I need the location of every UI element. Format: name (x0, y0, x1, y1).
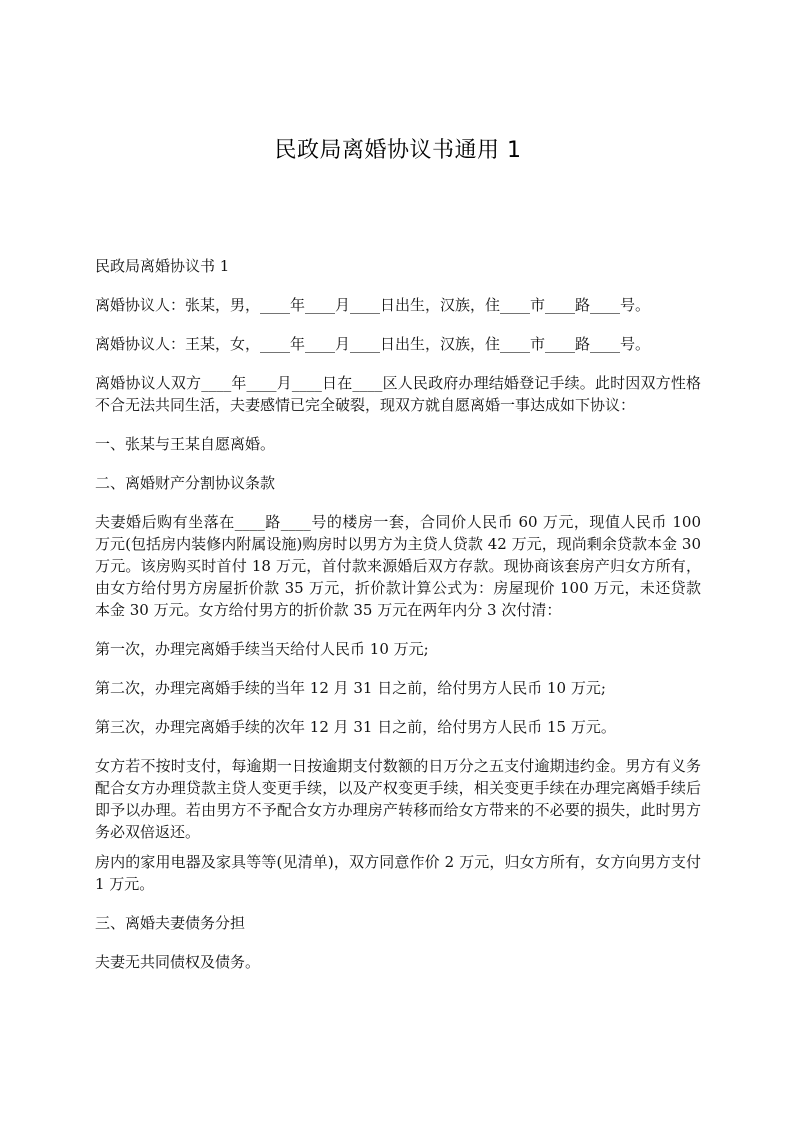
document-title: 民政局离婚协议书通用 1 (274, 138, 522, 163)
clause-one-heading: 一、张某与王某自愿离婚。 (95, 435, 276, 453)
payment-two-paragraph: 第二次，办理完离婚手续的当年 12 月 31 日之前，给付男方人民币 10 万元; (95, 679, 606, 697)
clause-three-heading: 三、离婚夫妻债务分担 (95, 914, 246, 932)
marriage-registration-paragraph: 离婚协议人双方____年____月____日在____区人民政府办理结婚登记手续。此时因双方性格不合无法共同生活，夫妻感情已完全破裂，现双方就自愿离婚一事达成如下协议： (95, 374, 701, 414)
debt-paragraph: 夫妻无共同债权及债务。 (95, 953, 261, 971)
penalty-paragraph: 女方若不按时支付，每逾期一日按逾期支付数额的日万分之五支付逾期违约金。男方有义务配合女方办理贷款主贷人变更手续，以及产权变更手续，相关变更手续在办理完离婚手续后即予以办理。若由男方不予配合女方办理房产转移而给女方带来的不必要的损失，此时男方务必双倍返还。 (95, 757, 701, 841)
heading-paragraph: 民政局离婚协议书 1 (95, 257, 230, 275)
payment-one-paragraph: 第一次，办理完离婚手续当天给付人民币 10 万元; (95, 640, 429, 658)
party-two-paragraph: 离婚协议人：王某，女，____年____月____日出生，汉族，住____市____路____号。 (95, 335, 651, 353)
furniture-paragraph: 房内的家用电器及家具等等(见清单)，双方同意作价 2 万元，归女方所有，女方向男方支付 1 万元。 (95, 853, 701, 893)
property-paragraph: 夫妻婚后购有坐落在____路____号的楼房一套，合同价人民币 60 万元，现值人民币 100 万元(包括房内装修内附属设施)购房时以男方为主贷人贷款 42 万元，现尚剩余贷款本金 30 万元。该房购买时首付 18 万元，首付款来源婚后双方存款。现协商该套房产归女方所有，由女方给付男方房屋折价款 35 万元，折价款计算公式为：房屋现价 100 万元，未还贷款本金 30 万元。女方给付男方的折价款 35 万元在两年内分 3 次付清： (95, 513, 701, 619)
party-one-paragraph: 离婚协议人：张某，男，____年____月____日出生，汉族，住____市____路____号。 (95, 296, 651, 314)
payment-three-paragraph: 第三次，办理完离婚手续的次年 12 月 31 日之前，给付男方人民币 15 万元。 (95, 718, 616, 736)
document-body (95, 255, 701, 973)
clause-two-heading: 二、离婚财产分割协议条款 (95, 474, 276, 492)
